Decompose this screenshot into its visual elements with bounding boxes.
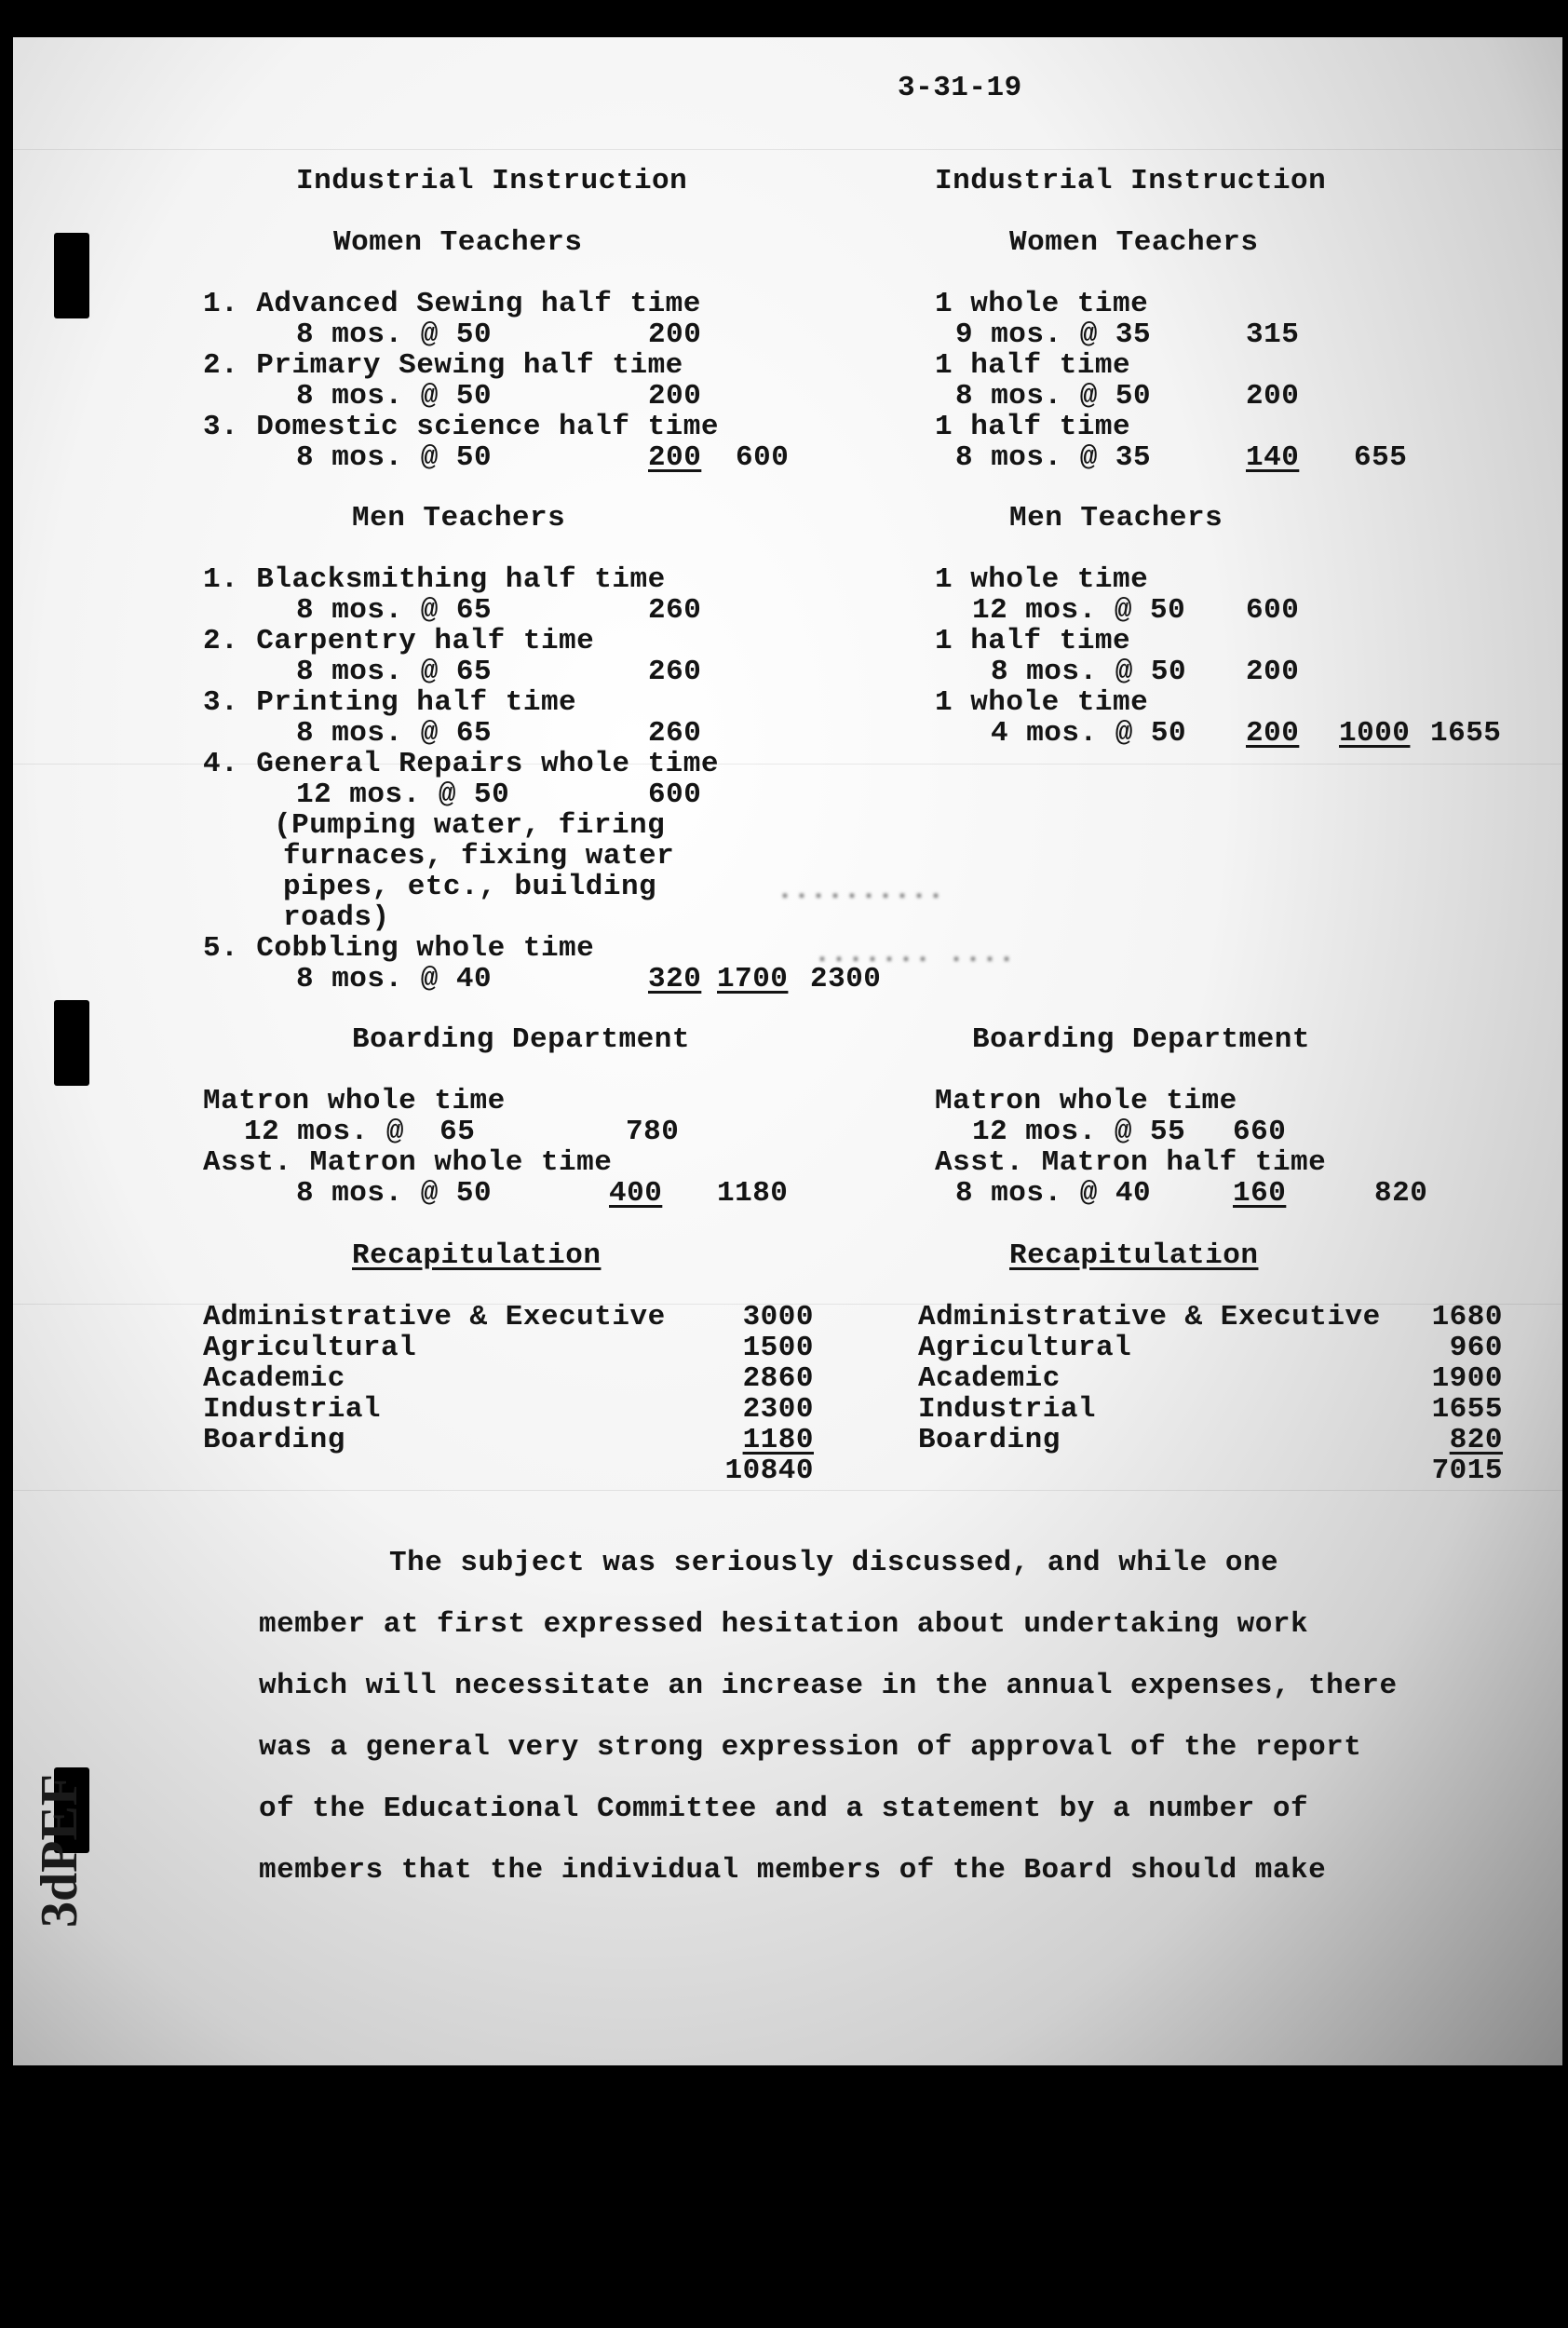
right-men-item-2: 1 half time bbox=[935, 625, 1131, 657]
right-women-detail-2: 8 mos. @ 50 bbox=[955, 380, 1152, 413]
left-men-amount-1: 260 bbox=[648, 594, 702, 627]
right-boarding-item-1: Matron whole time bbox=[935, 1085, 1237, 1117]
left-women-item-2: 2. Primary Sewing half time bbox=[203, 349, 683, 382]
left-boarding-detail-2: 8 mos. @ 50 bbox=[296, 1177, 493, 1210]
right-recap-value-1: 1680 bbox=[1431, 1301, 1503, 1333]
left-boarding-total: 1180 bbox=[717, 1177, 789, 1210]
left-men-detail-4: 12 mos. @ 50 bbox=[296, 778, 510, 811]
left-boarding-item-2: Asst. Matron whole time bbox=[203, 1146, 613, 1179]
left-men-item-1: 1. Blacksmithing half time bbox=[203, 563, 666, 596]
paragraph-line-3: which will necessitate an increase in the annual expenses, there bbox=[259, 1670, 1398, 1702]
right-women-item-1: 1 whole time bbox=[935, 288, 1149, 320]
left-boarding-detail-1: 12 mos. @ 65 bbox=[244, 1116, 476, 1148]
paragraph-line-6: members that the individual members of the Board should make bbox=[259, 1854, 1327, 1887]
left-men-detail-5: 8 mos. @ 40 bbox=[296, 963, 493, 995]
left-recap-value-5: 1180 bbox=[742, 1424, 814, 1456]
left-men-subtotal: 1700 bbox=[717, 963, 789, 995]
left-women-detail-3: 8 mos. @ 50 bbox=[296, 441, 493, 474]
left-men-amount-5: 320 bbox=[648, 963, 702, 995]
right-men-amount-2: 200 bbox=[1246, 656, 1300, 688]
left-women-item-1: 1. Advanced Sewing half time bbox=[203, 288, 701, 320]
right-women-detail-1: 9 mos. @ 35 bbox=[955, 318, 1152, 351]
right-women-item-3: 1 half time bbox=[935, 411, 1131, 443]
left-recap-heading: Recapitulation bbox=[352, 1239, 602, 1272]
right-boarding-total: 820 bbox=[1374, 1177, 1428, 1210]
right-boarding-amount-1: 660 bbox=[1233, 1116, 1287, 1148]
paragraph-line-2: member at first expressed hesitation about undertaking work bbox=[259, 1608, 1309, 1641]
paragraph-line-1: The subject was seriously discussed, and while one bbox=[389, 1547, 1279, 1579]
right-recap-value-3: 1900 bbox=[1431, 1362, 1503, 1395]
left-women-item-3: 3. Domestic science half time bbox=[203, 411, 719, 443]
left-recap-value-3: 2860 bbox=[742, 1362, 814, 1395]
left-boarding-amount-2: 400 bbox=[609, 1177, 663, 1210]
left-recap-label-4: Industrial bbox=[203, 1393, 382, 1426]
right-boarding-amount-2: 160 bbox=[1233, 1177, 1287, 1210]
left-recap-value-2: 1500 bbox=[742, 1332, 814, 1364]
right-recap-label-4: Industrial bbox=[918, 1393, 1097, 1426]
left-women-amount-3: 200 bbox=[648, 441, 702, 474]
right-recap-value-2: 960 bbox=[1449, 1332, 1503, 1364]
left-men-detail-2: 8 mos. @ 65 bbox=[296, 656, 493, 688]
left-men-note-1: (Pumping water, firing bbox=[274, 809, 666, 842]
right-men-detail-1: 12 mos. @ 50 bbox=[972, 594, 1186, 627]
right-women-amount-1: 315 bbox=[1246, 318, 1300, 351]
left-men-item-2: 2. Carpentry half time bbox=[203, 625, 595, 657]
left-men-amount-3: 260 bbox=[648, 717, 702, 750]
paragraph-line-5: of the Educational Committee and a statement by a number of bbox=[259, 1793, 1309, 1825]
right-recap-label-2: Agricultural bbox=[918, 1332, 1132, 1364]
right-men-heading: Men Teachers bbox=[1009, 502, 1223, 535]
right-section-title: Industrial Instruction bbox=[935, 165, 1327, 197]
right-men-detail-2: 8 mos. @ 50 bbox=[991, 656, 1187, 688]
right-women-heading: Women Teachers bbox=[1009, 226, 1259, 259]
left-men-note-2: furnaces, fixing water bbox=[283, 840, 675, 873]
left-men-amount-4: 600 bbox=[648, 778, 702, 811]
right-recap-heading: Recapitulation bbox=[1009, 1239, 1259, 1272]
left-men-detail-3: 8 mos. @ 65 bbox=[296, 717, 493, 750]
binder-tab-top bbox=[54, 233, 89, 318]
left-men-item-3: 3. Printing half time bbox=[203, 686, 577, 719]
left-recap-label-1: Administrative & Executive bbox=[203, 1301, 666, 1333]
right-women-total: 655 bbox=[1354, 441, 1408, 474]
left-women-amount-2: 200 bbox=[648, 380, 702, 413]
right-men-item-1: 1 whole time bbox=[935, 563, 1149, 596]
left-men-note-4: roads) bbox=[283, 901, 390, 934]
right-women-amount-3: 140 bbox=[1246, 441, 1300, 474]
page-date: 3-31-19 bbox=[898, 72, 1022, 104]
paragraph-line-4: was a general very strong expression of approval of the report bbox=[259, 1731, 1362, 1764]
left-recap-value-4: 2300 bbox=[742, 1393, 814, 1426]
right-men-subtotal: 1000 bbox=[1339, 717, 1411, 750]
right-men-item-3: 1 whole time bbox=[935, 686, 1149, 719]
left-women-amount-1: 200 bbox=[648, 318, 702, 351]
left-men-note-3: pipes, etc., building bbox=[283, 871, 657, 903]
right-boarding-detail-2: 8 mos. @ 40 bbox=[955, 1177, 1152, 1210]
left-men-item-5: 5. Cobbling whole time bbox=[203, 932, 595, 965]
right-recap-label-1: Administrative & Executive bbox=[918, 1301, 1381, 1333]
left-boarding-amount-1: 780 bbox=[626, 1116, 680, 1148]
left-industrial-total: 2300 bbox=[810, 963, 882, 995]
left-men-item-4: 4. General Repairs whole time bbox=[203, 748, 719, 780]
right-boarding-heading: Boarding Department bbox=[972, 1023, 1310, 1056]
right-men-detail-3: 4 mos. @ 50 bbox=[991, 717, 1187, 750]
right-recap-value-5: 820 bbox=[1449, 1424, 1503, 1456]
right-recap-total: 7015 bbox=[1431, 1455, 1503, 1487]
right-recap-value-4: 1655 bbox=[1431, 1393, 1503, 1426]
left-men-detail-1: 8 mos. @ 65 bbox=[296, 594, 493, 627]
document-page: 3-31-19 Industrial Instruction Women Teachers 1. Advanced Sewing half time 8 mos. @ 50 200 2. Primary Sewing half time 8 mos. @ 50 200 3. Domestic science half time 8 mos. @ 50 200 600 Men Teachers 1. Blacksmithing half time 8 mos. @ 65 260 2. Carpentry half time 8 mos. @ 65 260 3. Printing half time 8 mos. @ 65 260 4. General Repairs whole time 12 mos. @ 50 600 (Pumping water, firing furnaces, fixing water pipes, etc., building roads) 5. Cobbling whole time 8 mos. @ 40 320 1700 2300 Boarding Department Matron whole time 12 mos. @ 65 780 Asst. Matron whole time 8 mos. @ 50 400 1180 Recapitulation Administrative & Executive 3000 Agricultural 1500 Academic 2860 Industrial 2300 Boarding 1180 10840 Industrial Instruction Women Teachers 1 whole time 9 mos. @ 35 315 1 half time 8 mos. @ 50 200 1 half time 8 mos. @ 35 140 655 Men Teachers 1 whole time 12 mos. @ 50 600 1 half time 8 mos. @ 50 200 1 whole time 4 mos. @ 50 200 1000 1655 .......... ....... .... Boarding Department Matron whole time 12 mos. @ 55 660 Asst. Matron half time 8 mos. @ 40 160 820 Recapitulation Administrative & Executive 1680 Agricultural 960 Academic 1900 Industrial 1655 Boarding 820 7015 The subject was seriously discussed, and while one member at first expressed hesitation about undertaking work which will necessitate an increase in the annual expenses, there was a general very strong expression of approval of the report of the Educational Committee and a statement by a number of members that the individual members of the Board should make 3dPEF bbox=[13, 37, 1562, 2065]
left-recap-label-2: Agricultural bbox=[203, 1332, 417, 1364]
binder-tab-middle bbox=[54, 1000, 89, 1086]
margin-signature: 3dPEF bbox=[31, 1774, 88, 1928]
right-women-amount-2: 200 bbox=[1246, 380, 1300, 413]
left-men-amount-2: 260 bbox=[648, 656, 702, 688]
right-recap-label-3: Academic bbox=[918, 1362, 1061, 1395]
left-recap-value-1: 3000 bbox=[742, 1301, 814, 1333]
left-section-title: Industrial Instruction bbox=[296, 165, 688, 197]
left-women-detail-2: 8 mos. @ 50 bbox=[296, 380, 493, 413]
right-women-item-2: 1 half time bbox=[935, 349, 1131, 382]
right-industrial-total: 1655 bbox=[1430, 717, 1502, 750]
left-recap-label-5: Boarding bbox=[203, 1424, 345, 1456]
right-boarding-item-2: Asst. Matron half time bbox=[935, 1146, 1327, 1179]
left-women-total: 600 bbox=[736, 441, 790, 474]
left-recap-total: 10840 bbox=[724, 1455, 814, 1487]
left-boarding-item-1: Matron whole time bbox=[203, 1085, 506, 1117]
left-boarding-heading: Boarding Department bbox=[352, 1023, 690, 1056]
right-women-detail-3: 8 mos. @ 35 bbox=[955, 441, 1152, 474]
left-women-detail-1: 8 mos. @ 50 bbox=[296, 318, 493, 351]
left-recap-label-3: Academic bbox=[203, 1362, 345, 1395]
right-boarding-detail-1: 12 mos. @ 55 bbox=[972, 1116, 1186, 1148]
left-men-heading: Men Teachers bbox=[352, 502, 566, 535]
right-men-amount-1: 600 bbox=[1246, 594, 1300, 627]
right-recap-label-5: Boarding bbox=[918, 1424, 1061, 1456]
right-men-amount-3: 200 bbox=[1246, 717, 1300, 750]
left-women-heading: Women Teachers bbox=[333, 226, 583, 259]
